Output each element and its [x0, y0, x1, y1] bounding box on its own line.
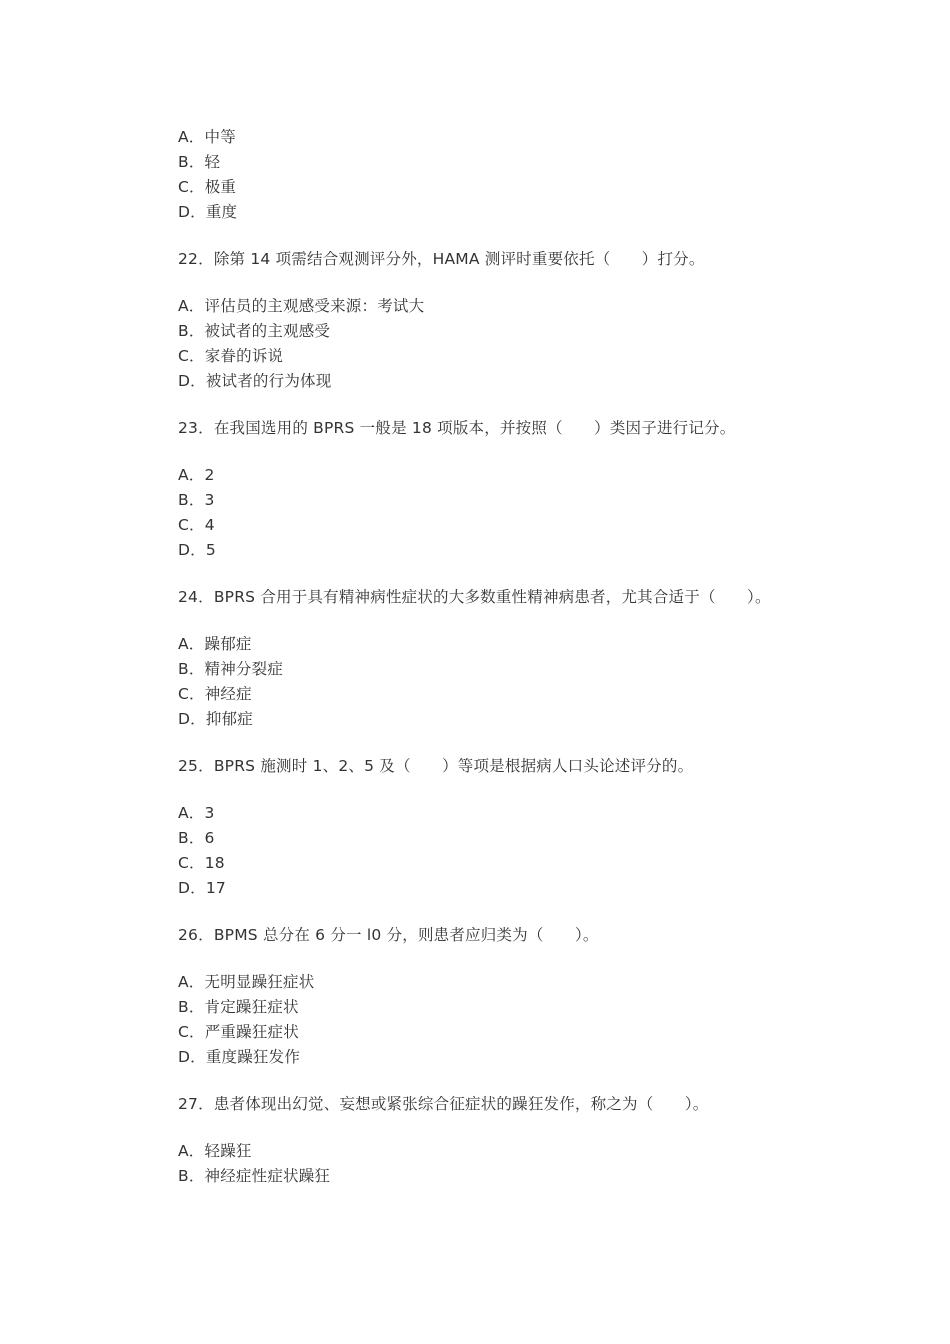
q25-option-d: D．17 [178, 879, 226, 897]
q27-option-b: B．神经症性症状躁狂 [178, 1167, 331, 1185]
q22-option-d: D．被试者的行为体现 [178, 372, 332, 390]
q26-option-b: B．肯定躁狂症状 [178, 998, 299, 1016]
q21-option-b: B．轻 [178, 153, 221, 171]
q25-option-a: A．3 [178, 804, 215, 822]
q23-option-c: C．4 [178, 516, 215, 534]
q21-option-d: D．重度 [178, 203, 238, 221]
q22-option-b: B．被试者的主观感受 [178, 322, 331, 340]
q26-option-a: A．无明显躁狂症状 [178, 973, 315, 991]
q21-option-a: A．中等 [178, 128, 236, 146]
q23-option-b: B．3 [178, 491, 215, 509]
q26-option-d: D．重度躁狂发作 [178, 1048, 301, 1066]
q26-stem: 26．BPMS 总分在 6 分一 l0 分，则患者应归类为（ ）。 [178, 926, 599, 944]
q23-option-a: A．2 [178, 466, 215, 484]
q22-stem: 22．除第 14 项需结合观测评分外，HAMA 测评时重要依托（ ）打分。 [178, 250, 705, 268]
q27-stem: 27．患者体现出幻觉、妄想或紧张综合征症状的躁狂发作，称之为（ ）。 [178, 1095, 709, 1113]
q25-option-b: B．6 [178, 829, 215, 847]
q24-option-d: D．抑郁症 [178, 710, 253, 728]
q24-option-b: B．精神分裂症 [178, 660, 284, 678]
q26-option-c: C．严重躁狂症状 [178, 1023, 299, 1041]
q27-option-a: A．轻躁狂 [178, 1142, 252, 1160]
q21-option-c: C．极重 [178, 178, 237, 196]
q24-option-c: C．神经症 [178, 685, 252, 703]
q25-stem: 25．BPRS 施测时 1、2、5 及（ ）等项是根据病人口头论述评分的。 [178, 757, 694, 775]
q22-option-a: A．评估员的主观感受来源：考试大 [178, 297, 425, 315]
q25-option-c: C．18 [178, 854, 225, 872]
q23-option-d: D．5 [178, 541, 216, 559]
q24-stem: 24．BPRS 合用于具有精神病性症状的大多数重性精神病患者，尤其合适于（ ）。 [178, 588, 771, 606]
q24-option-a: A．躁郁症 [178, 635, 252, 653]
q22-option-c: C．家眷的诉说 [178, 347, 284, 365]
q23-stem: 23．在我国选用的 BPRS 一般是 18 项版本，并按照（ ）类因子进行记分。 [178, 419, 736, 437]
